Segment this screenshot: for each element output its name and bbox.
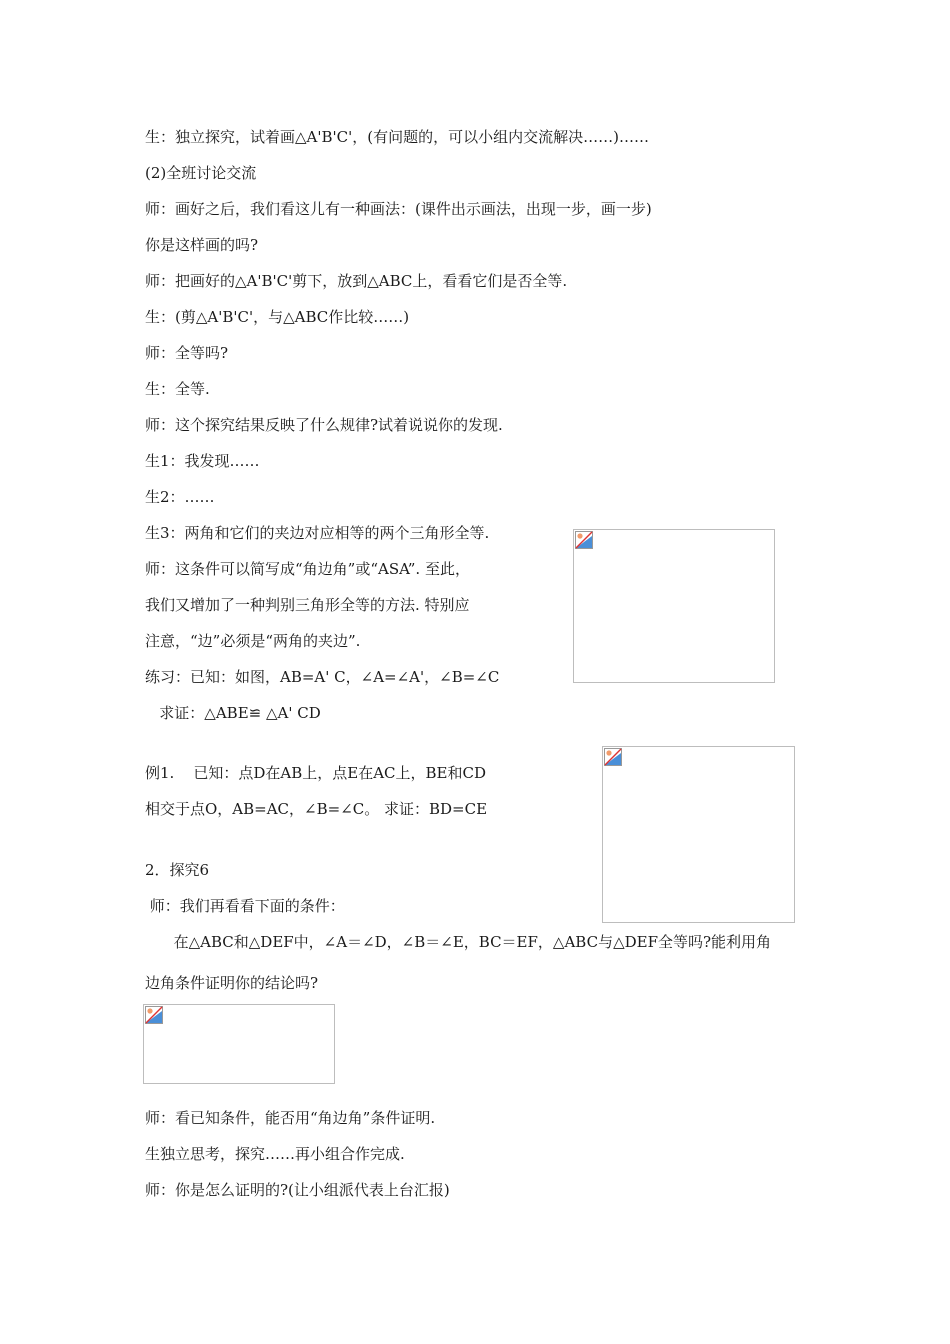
text-line: 注意，“边”必须是“两角的夹边”. bbox=[145, 632, 361, 650]
text-line: 求证：△ABE≌ △A' CD bbox=[145, 704, 321, 722]
text-line: 师：我们再看看下面的条件： bbox=[145, 897, 345, 915]
text-line: 师：看已知条件，能否用“角边角”条件证明. bbox=[145, 1109, 436, 1127]
text-line: 练习：已知：如图，AB=A' C，∠A=∠A'，∠B=∠C bbox=[145, 668, 500, 686]
text-line: 师：这条件可以简写成“角边角”或“ASA”. 至此， bbox=[145, 560, 470, 578]
text-line: 生：全等. bbox=[145, 380, 210, 398]
broken-image-icon bbox=[575, 531, 593, 549]
text-line: 2．探究6 bbox=[145, 861, 210, 879]
text-line: 师：这个探究结果反映了什么规律?试着说说你的发现. bbox=[145, 416, 503, 434]
text-line: 我们又增加了一种判别三角形全等的方法. 特别应 bbox=[145, 596, 470, 614]
text-line: 相交于点O，AB=AC，∠B=∠C。 求证：BD=CE bbox=[145, 800, 488, 818]
figure-placeholder bbox=[573, 529, 775, 683]
text-line: 例1. 已知：点D在AB上，点E在AC上，BE和CD bbox=[145, 764, 487, 782]
text-line: 在△ABC和△DEF中，∠A＝∠D，∠B＝∠E，BC＝EF，△ABC与△DEF全等吗?能利用角 bbox=[145, 933, 772, 951]
text-line: 师：全等吗? bbox=[145, 344, 229, 362]
text-line: 师：把画好的△A'B'C'剪下，放到△ABC上，看看它们是否全等. bbox=[145, 272, 568, 290]
text-line: 生3：两角和它们的夹边对应相等的两个三角形全等. bbox=[145, 524, 490, 542]
text-line: 师：画好之后，我们看这儿有一种画法：(课件出示画法，出现一步，画一步) bbox=[145, 200, 652, 218]
broken-image-icon bbox=[604, 748, 622, 766]
text-line: 生1：我发现…… bbox=[145, 452, 260, 470]
text-line: 生：独立探究，试着画△A'B'C'，(有问题的，可以小组内交流解决……)…… bbox=[145, 128, 649, 146]
broken-image-icon bbox=[145, 1006, 163, 1024]
text-line: 边角条件证明你的结论吗? bbox=[145, 974, 319, 992]
figure-placeholder bbox=[602, 746, 795, 923]
text-line: 你是这样画的吗? bbox=[145, 236, 259, 254]
text-line: 生独立思考，探究……再小组合作完成. bbox=[145, 1145, 405, 1163]
text-line: 师：你是怎么证明的?(让小组派代表上台汇报) bbox=[145, 1181, 450, 1199]
text-line: 生2：…… bbox=[145, 488, 215, 506]
text-line: 生：(剪△A'B'C'，与△ABC作比较……) bbox=[145, 308, 410, 326]
text-line: (2)全班讨论交流 bbox=[145, 164, 257, 182]
figure-placeholder bbox=[143, 1004, 335, 1084]
